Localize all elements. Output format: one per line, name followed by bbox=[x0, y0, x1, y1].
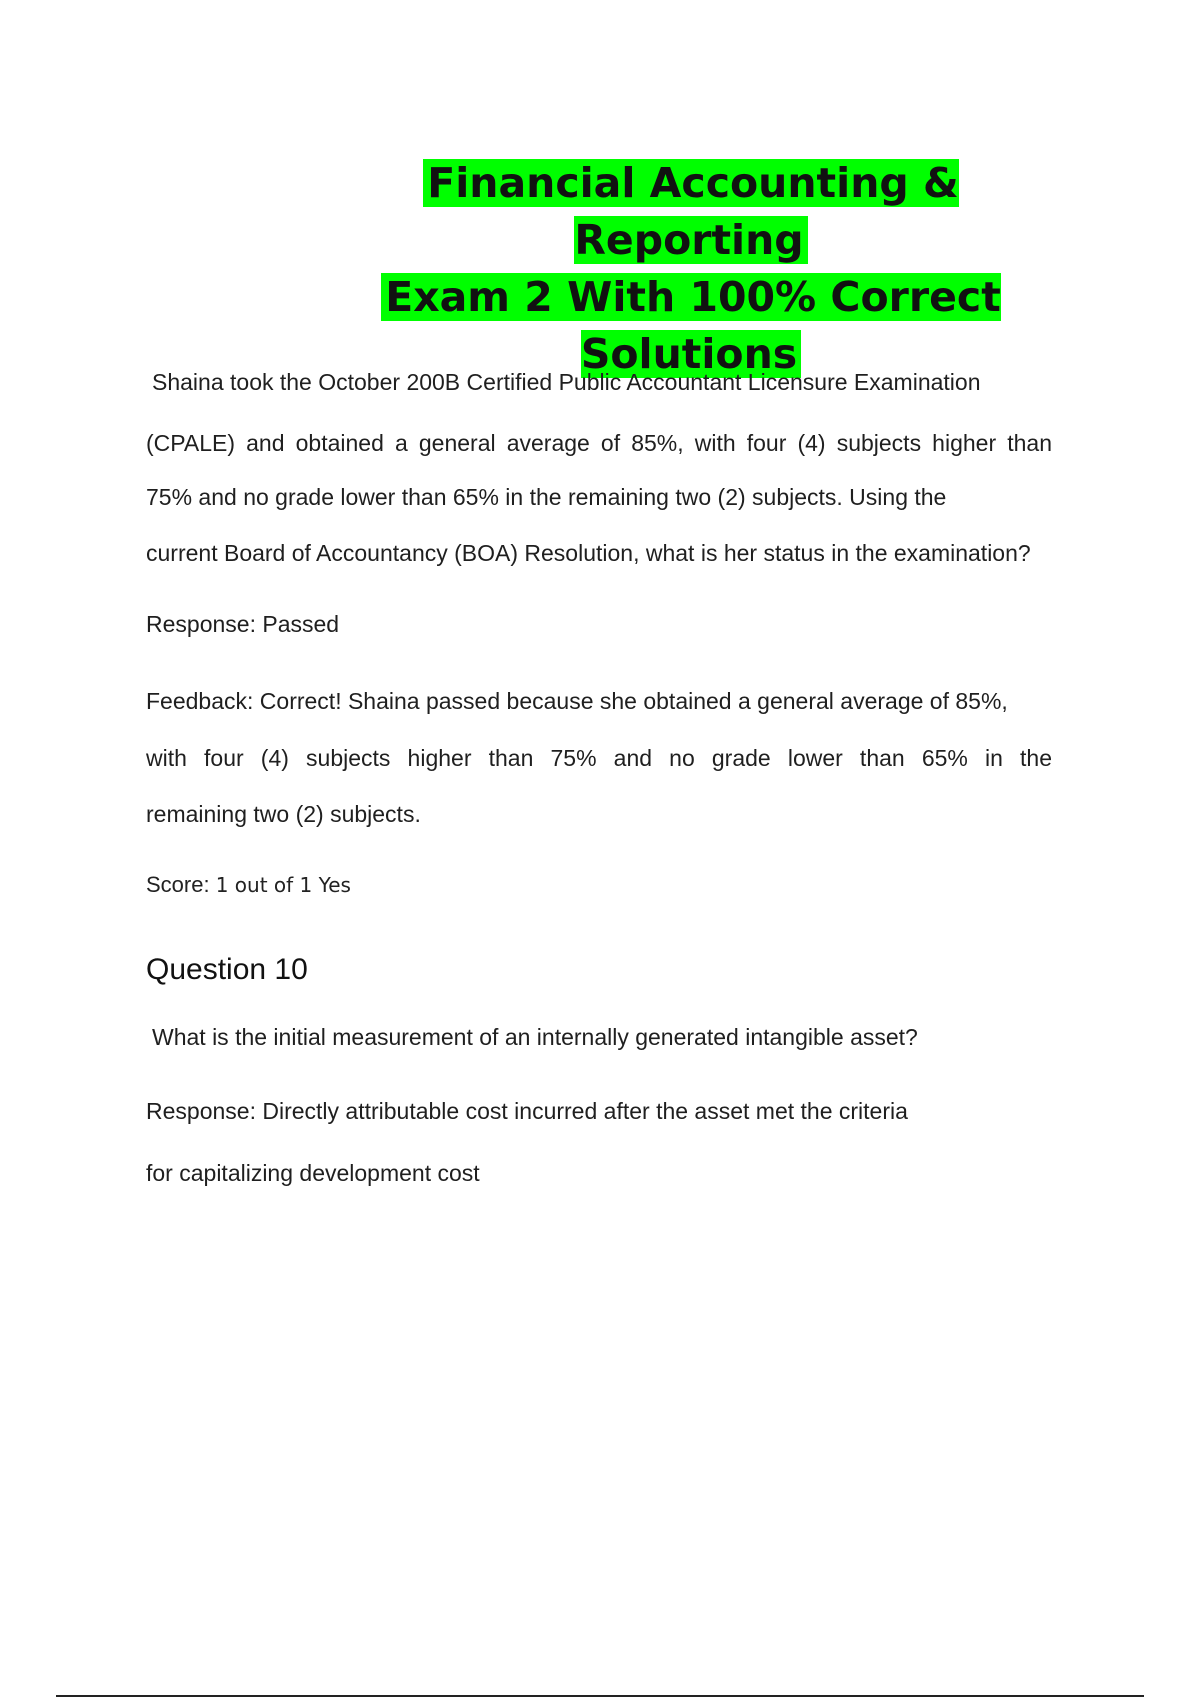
score-label: Score: bbox=[146, 872, 210, 897]
question-10-response-line-2: for capitalizing development cost bbox=[146, 1160, 480, 1186]
question-9-prompt-line-1: Shaina took the October 200B Certified Public Accountant Licensure Examination bbox=[152, 369, 981, 395]
question-9-prompt-line-2: (CPALE) and obtained a general average of 85%, with four (4) subjects higher than bbox=[146, 430, 1052, 456]
question-9-feedback-line-2: with four (4) subjects higher than 75% and no grade lower than 65% in the bbox=[146, 745, 1052, 771]
question-9-feedback-line-3: remaining two (2) subjects. bbox=[146, 801, 421, 827]
score-value: 1 out of 1 Yes bbox=[215, 873, 351, 897]
question-9-response: Response: Passed bbox=[146, 611, 340, 637]
title-line-2: Exam 2 With 100% Correct Solutions bbox=[326, 269, 1056, 383]
question-9-prompt-line-4: current Board of Accountancy (BOA) Resolution, what is her status in the examination? bbox=[146, 540, 1031, 566]
document-title bbox=[326, 155, 1056, 383]
title-line-1: Financial Accounting & Reporting bbox=[326, 155, 1056, 269]
question-9-score bbox=[146, 871, 351, 899]
footer-divider bbox=[56, 1695, 1144, 1697]
question-10-response-line-1: Response: Directly attributable cost incurred after the asset met the criteria bbox=[146, 1098, 908, 1124]
question-9-prompt-line-3: 75% and no grade lower than 65% in the remaining two (2) subjects. Using the bbox=[146, 484, 947, 510]
question-10-heading: Question 10 bbox=[146, 953, 308, 986]
question-9-feedback-line-1: Feedback: Correct! Shaina passed because she obtained a general average of 85%, bbox=[146, 688, 1008, 714]
question-10-prompt: What is the initial measurement of an internally generated intangible asset? bbox=[152, 1024, 918, 1050]
